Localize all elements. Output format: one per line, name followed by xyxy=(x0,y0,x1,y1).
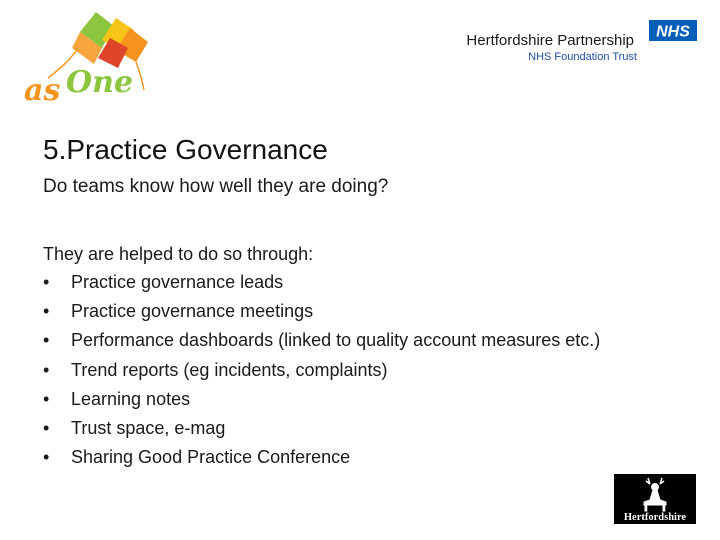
slide-title: 5.Practice Governance xyxy=(43,134,328,165)
bullet-text: Performance dashboards (linked to quality account measures etc.) xyxy=(71,330,601,351)
bullet-text: Practice governance leads xyxy=(71,272,284,292)
bullet-text: Trust space, e-mag xyxy=(71,417,226,438)
bullet-text: Learning notes xyxy=(71,388,191,409)
bullet-icon: • xyxy=(43,388,50,409)
bullet-icon: • xyxy=(43,417,50,438)
nhs-logo-text: NHS xyxy=(656,23,690,41)
bullet-icon: • xyxy=(43,359,50,380)
bullet-icon: • xyxy=(43,272,50,292)
bullet-text: Practice governance meetings xyxy=(71,301,314,322)
nhs-logo xyxy=(649,20,697,41)
list-item xyxy=(43,301,600,330)
list-item xyxy=(43,330,600,359)
list-item xyxy=(43,360,600,389)
trust-name: Hertfordshire Partnership xyxy=(466,32,634,49)
bullet-text: Trend reports (eg incidents, complaints) xyxy=(71,359,388,380)
intro-text: They are helped to do so through: xyxy=(43,244,314,264)
bullet-icon: • xyxy=(43,301,50,322)
list-item xyxy=(43,447,600,476)
as-one-logo xyxy=(18,8,163,108)
svg-text:One: One xyxy=(66,65,134,100)
trust-subtitle: NHS Foundation Trust xyxy=(528,51,637,63)
svg-text:as: as xyxy=(24,73,61,108)
list-item xyxy=(43,389,600,418)
bullet-icon: • xyxy=(43,447,50,468)
slide-subtitle: Do teams know how well they are doing? xyxy=(43,176,389,197)
list-item xyxy=(43,418,600,447)
bullet-text: Sharing Good Practice Conference xyxy=(71,447,351,468)
bullet-icon: • xyxy=(43,330,50,351)
hertfordshire-logo-text: Hertfordshire xyxy=(623,512,687,523)
bullet-list xyxy=(43,272,600,476)
hertfordshire-logo xyxy=(614,474,696,524)
list-item xyxy=(43,272,600,301)
